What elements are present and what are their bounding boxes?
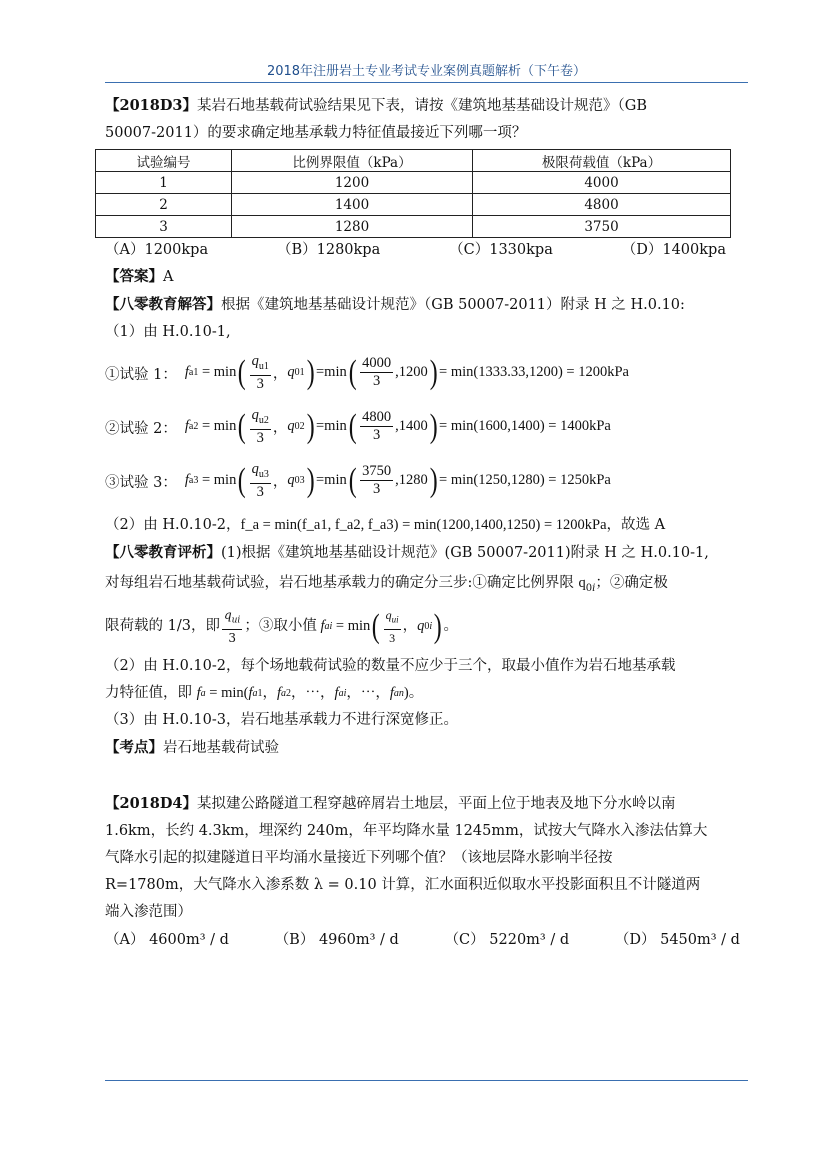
option-c[interactable]: （C） 5220m³ / d (444, 931, 570, 948)
review-text-1c-a: 限荷载的 1/3，即 (105, 618, 220, 635)
calc-sub: a2 (188, 421, 199, 433)
calc-num: 4800 (362, 409, 392, 426)
calc-num: 3750 (362, 463, 392, 480)
calc-result: min(1600,1400) = 1400kPa (450, 418, 611, 435)
solution-intro-text: 根据《建筑地基基础设计规范》（GB 50007-2011）附录 H 之 H.0.10: (221, 297, 685, 313)
table-cell: 1280 (232, 216, 473, 238)
review-text-1b-tail: ；②确定极 (595, 575, 668, 591)
review-text-1a: (1)根据《建筑地基基础设计规范》(GB 50007-2011)附录 H 之 H.0.10-1, (221, 545, 709, 561)
key-point-label: 【考点】 (105, 738, 163, 756)
table-cell: 1200 (232, 172, 473, 194)
calc-pmin: 1280 (398, 472, 428, 489)
table-cell: 4000 (473, 172, 731, 194)
footer-divider (105, 1080, 748, 1081)
solution-step-1: （1）由 H.0.10-1, (105, 324, 231, 340)
calc-sub: a1 (188, 367, 199, 379)
review-text-1c-b: ；③取小值 (244, 618, 317, 635)
key-point-value: 岩石地基载荷试验 (163, 739, 279, 756)
review-text-2b-tail: 。 (408, 684, 424, 701)
calc-trial-1 (105, 346, 748, 400)
question-2-stem-line4: R=1780m，大气降水入渗系数 λ = 0.10 计算，汇水面积近似取水平投影面积且不计隧道两 (105, 876, 701, 893)
review-text-2b: 力特征值，即 (105, 684, 192, 701)
review-line-1 (105, 539, 748, 567)
answer-label: 【答案】 (105, 268, 163, 285)
question-1-stem-line1: 某岩石地基载荷试验结果见下表，请按《建筑地基基础设计规范》（GB (197, 98, 648, 114)
step2-formula: f_a = min(f_a1, f_a2, f_a3) = min(1200,1400,1250) = 1200kPa (240, 517, 607, 533)
option-b[interactable]: （B）1280kpa (276, 242, 381, 258)
page-header-title: 2018年注册岩土专业考试专业案例真题解析（下午卷） (266, 64, 587, 79)
table-header-cell: 极限荷载值（kPa） (473, 150, 731, 172)
calc-result: min(1333.33,1200) = 1200kPa (450, 364, 629, 381)
calc-num: 4000 (362, 355, 392, 372)
question-1-options (105, 238, 748, 263)
option-d[interactable]: （D）1400kpa (621, 242, 726, 258)
answer-line (105, 263, 748, 291)
calc-lead: ①试验 1： (105, 366, 177, 383)
calc-q0: 02 (294, 421, 305, 433)
solution-step-2 (105, 512, 748, 539)
calc-lead: ②试验 2： (105, 420, 177, 437)
table-row (96, 172, 731, 194)
header-divider (105, 82, 748, 83)
calc-qu: u2 (258, 414, 269, 426)
option-a[interactable]: （A）1200kpa (105, 242, 209, 258)
question-2-stem-line3: 气降水引起的拟建隧道日平均涌水量接近下列哪个值？（该地层降水影响半径按 (105, 849, 613, 866)
solution-label: 【八零教育解答】 (105, 296, 221, 313)
calc-formula: f a1 = min ( $\frac{q_{u1}}{3}$ ， q 01 ) =min ( $\frac{4000}{3}$ , 1200 ) = min(1333.33,1200) = 1200kPa (184, 353, 629, 392)
review-line-6: （3）由 H.0.10-3，岩石地基承载力不进行深宽修正。 (105, 711, 458, 728)
table-cell: 1400 (232, 194, 473, 216)
table-cell: 4800 (473, 194, 731, 216)
table-header-cell: 试验编号 (96, 150, 232, 172)
calc-formula: f a3 = min ( $\frac{q_{u3}}{3}$ ， q 03 ) =min ( $\frac{3750}{3}$ , 1280 ) = min(1250,1280) = 1250kPa (184, 461, 611, 500)
table-row (96, 194, 731, 216)
question-2-options (105, 928, 748, 953)
calc-trial-3 (105, 454, 748, 508)
calc-q0: 03 (294, 475, 305, 487)
table-cell: 3 (96, 216, 232, 238)
option-d[interactable]: （D） 5450m³ / d (614, 931, 740, 948)
option-a[interactable]: （A） 4600m³ / d (105, 931, 229, 948)
question-2-stem (105, 790, 748, 818)
review-text-1c-c: 。 (443, 618, 458, 635)
table-header-row (96, 150, 731, 172)
calc-qu: u1 (258, 360, 269, 372)
table-cell: 1 (96, 172, 232, 194)
page-content (105, 92, 748, 953)
calc-trial-2 (105, 400, 748, 454)
question-2-stem-line2: 1.6km，长约 4.3km，埋深约 240m，年平均降水量 1245mm，试按大气降水入渗法估算大 (105, 822, 708, 839)
table-row (96, 216, 731, 238)
step2-lead: （2）由 H.0.10-2， (105, 517, 241, 533)
calc-pmin: 1400 (398, 418, 428, 435)
question-1-stem-cont: 50007-2011）的要求确定地基承载力特征值最接近下列哪一项？ (105, 125, 527, 141)
review-text-1b: 对每组岩石地基载荷试验，岩石地基承载力的确定分三步:①确定比例界限 (105, 575, 574, 591)
calc-sub: a3 (188, 475, 199, 487)
question-1-stem (105, 92, 748, 120)
calc-result: min(1250,1280) = 1250kPa (450, 472, 611, 489)
calc-pmin: 1200 (398, 364, 428, 381)
review-label: 【八零教育评析】 (105, 544, 221, 561)
calc-formula: f a2 = min ( $\frac{q_{u2}}{3}$ ， q 02 ) =min ( $\frac{4800}{3}$ , 1400 ) = min(1600,1400) = 1400kPa (184, 407, 611, 446)
question-1-tag: 【2018D3】 (105, 97, 198, 114)
table-cell: 2 (96, 194, 232, 216)
calc-lead: ③试验 3： (105, 474, 177, 491)
review-line-5: 力特征值，即 f a = min( f a1 ， f a2 ，⋯， f ai ，⋯， f an )。 (105, 684, 424, 701)
question-2-tag: 【2018D4】 (105, 794, 198, 812)
table-header-cell: 比例界限值（kPa） (232, 150, 473, 172)
calc-q0: 01 (294, 367, 305, 379)
solution-intro (105, 291, 748, 319)
question-2-stem-line5: 端入渗范围） (105, 903, 192, 920)
option-c[interactable]: （C）1330kpa (449, 242, 553, 258)
step2-tail: ，故选 A (606, 517, 666, 533)
review-line-2: 对每组岩石地基载荷试验，岩石地基承载力的确定分三步:①确定比例界限 $q_{0i}$；②确定极 (105, 575, 668, 594)
test-results-table (95, 149, 731, 238)
key-point-line (105, 734, 748, 762)
calc-qu: u3 (258, 468, 269, 480)
option-b[interactable]: （B） 4960m³ / d (274, 931, 399, 948)
table-cell: 3750 (473, 216, 731, 238)
question-2-stem-line1: 某拟建公路隧道工程穿越碎屑岩土地层，平面上位于地表及地下分水岭以南 (197, 795, 676, 812)
review-line-4: （2）由 H.0.10-2，每个场地载荷试验的数量不应少于三个，取最小值作为岩石地基承载 (105, 657, 676, 674)
answer-value: A (163, 269, 174, 285)
review-line-3: 限荷载的 1/3，即 $\frac{q_{ui}}{3}$ ；③取小值 f ai = min ( $\frac{q_{ui}}{3}$ ， q 0i ) 。 (105, 607, 458, 646)
